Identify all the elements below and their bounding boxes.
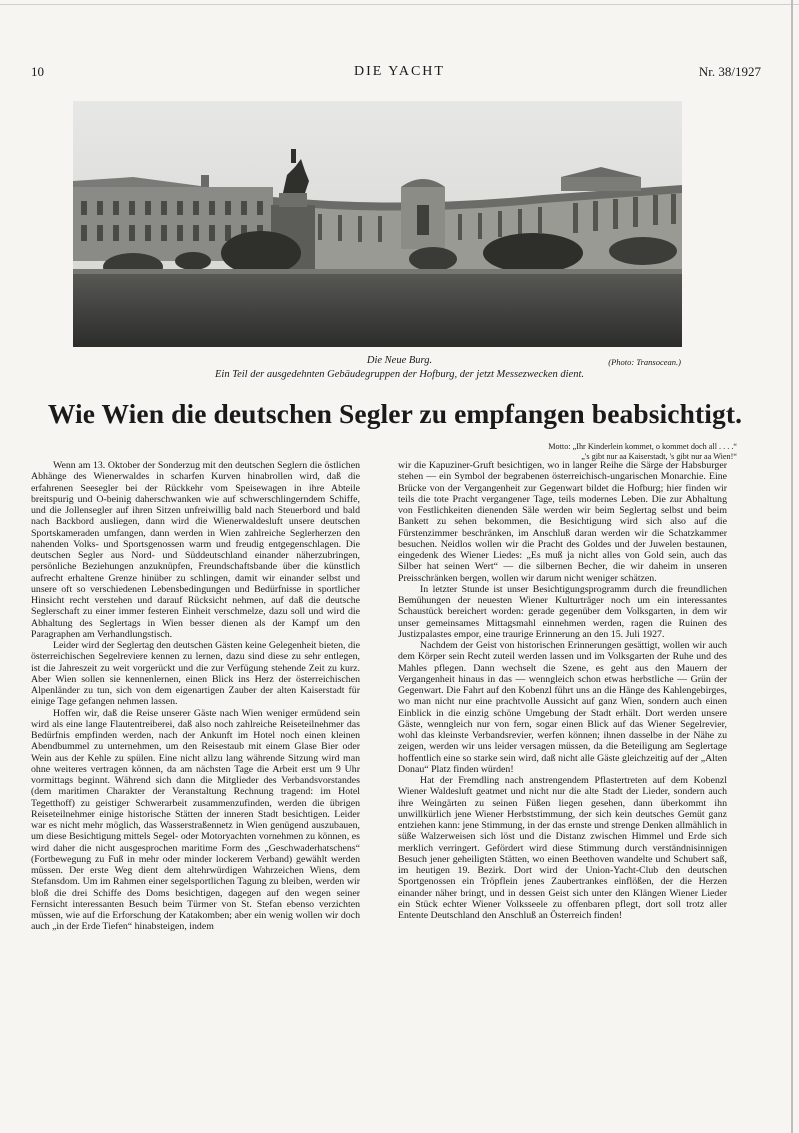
paragraph: In letzter Stunde ist unser Besichtigungsprogramm durch die freundlichen Bemühungen der neuesten Wiener Kulturträger noch um ein interessantes Schaustück bereichert worden: gerade gegenüber dem Volksgarten, in dem wir unser gemeinsames Mittagsmahl einnehmen werden, ragen die Ruinen des Justizpalastes empor, eine traurige Erinnerung an den 15. Juli 1927. (398, 583, 727, 640)
motto-line-1: Motto: „Ihr Kinderlein kommet, o kommet doch all . . . .“ (548, 442, 737, 451)
paragraph: Nachdem der Geist von historischen Erinnerungen gesättigt, wollen wir auch dem Körper sein Recht zuteil werden lassen und im Volksgarten der Ruhe und des Mahles pflegen. Dann wechselt die Szene, es geht aus den Mauern der Vergangenheit hinaus in das — wenngleich schon etwas herbstliche — Grün der Gegenwart. Die Fahrt auf den Kobenzl führt uns an die Hänge des Kahlengebirges, wo man nicht nur eine prachtvolle Aussicht auf ganz Wien, sondern auch einen Einblick in die einzig schöne Umgebung der Stadt erhält. Dort werden unsere Gäste, wenngleich nur von fern, sogar einen Blick auf das Wiener Segelrevier, wohl das kleinste Verbandsrevier, werfen können; ihnen dasselbe in der Nähe zu zeigen, werden wir uns leider versagen müssen, da die Beteiligung am Seglertage hoffentlich eine so starke sein wird, daß nicht alle Gäste gleichzeitig auf der „Alten Donau“ Platz finden würden! (398, 640, 727, 775)
article-column-left (31, 460, 360, 933)
article-title: Wie Wien die deutschen Segler zu empfangen beabsichtigt. (47, 398, 743, 429)
page-edge (791, 0, 793, 1133)
issue-number: Nr. 38/1927 (698, 64, 761, 79)
magazine-title: DIE YACHT (354, 64, 445, 79)
paragraph: Hoffen wir, daß die Reise unserer Gäste nach Wien weniger ermüdend sein wird als eine lange Flautentreiberei, daß also noch zahlreiche Reiseteilnehmer das Bedürfnis empfinden werden, nach der Ankunft im Hotel noch einen kleinen Abendbummel zu unternehmen, um den Reisestaub mit einem Glase Bier oder Wein aus der Kehle zu spülen. Eine nicht allzu lang währende Sitzung wird man ohne weiteres vertragen können, da am nächsten Tage die Arbeit erst um 9 Uhr vormittags beginnt. Während sich dann die Mitglieder des Verbandsvorstandes (dem maritimen Charakter der Veranstaltung Rechnung tragend: im Hotel Tegetthoff) zu geistiger Schwerarbeit zusammenzufinden, werden die übrigen Reiseteilnehmer einige historische Stätten der inneren Stadt besichtigen. Leider war es nicht mehr möglich, das Wasserstraßennetz in Wien genügend auszubauen, um diese Besichtigung mittels Segel- oder Motoryachten vornehmen zu können, es wird daher die nicht ausgesprochen maritime Form des „Geschwaderhatschens“ (Fortbewegung zu Fuß in mehr oder minder lockerem Verband) gewählt werden müssen. Der erste Weg dient dem altehrwürdigen Wahrzeichen Wiens, dem Stefansdom. Um im Rahmen einer segelsportlichen Tagung zu bleiben, werden wir bloß die drei Schiffe des Doms besichtigen, dagegen auf den wegen seiner Fernsicht interessanten Besuch beim Türmer von St. Stefan ebenso verzichten müssen, wie auf die Erforschung der Katakomben; aber ein wenig wollen wir doch auch „in der Erde Tiefen“ hinabsteigen, indem (31, 707, 360, 933)
article-column-right (398, 460, 727, 921)
paragraph: wir die Kapuziner-Gruft besichtigen, wo in langer Reihe die Särge der Habsburger stehen — ein Symbol der begrabenen österreichisch-ungarischen Monarchie. Eine Brücke von der Vergangenheit zur Gegenwart bildet die Hofburg; hier finden wir teils die tote Pracht vergangener Tage, teils modernes Leben. Die zur Abhaltung von Festlichkeiten dienenden Säle werden wir beim Seglertag selbst und beim Bankett zu sehen bekommen, die Besichtigung wird sich also auf die Fürstenzimmer beschränken, im Anschluß daran werden wir die Schatzkammer besuchen. Neidlos wollen wir die Pracht des Goldes und der Juwelen bestaunen, eingedenk des Wiener Liedes: „Es muß ja nicht alles von Gold sein, auch das Silber hat seinen Wert“ — die silbernen Becher, die wir daheim in unseren Preisschränken bergen, wollen wir darum nicht weniger schätzen. (398, 460, 727, 584)
photo-caption: Ein Teil der ausgedehnten Gebäudegruppen der Hofburg, der jetzt Messezwecken dient. (215, 369, 584, 380)
paragraph: Leider wird der Seglertag den deutschen Gästen keine Gelegenheit bieten, die österreichischen Segelreviere kennen zu lernen, dazu sind diese zu sehr entlegen, ist die Jahreszeit zu weit vorgerückt und die zur Verfügung stehende Zeit zu kurz. Aber Wien sollen sie kennenlernen, einen Blick ins Herz der österreichischen Alpenländer zu tun, sich von dem eigenartigen Zauber der alten Kaiserstadt für einige Tage gefangen nehmen lassen. (31, 640, 360, 708)
hofburg-photo-drawing (73, 101, 682, 347)
page-number: 10 (31, 64, 44, 79)
photo-caption-title: Die Neue Burg. (366, 355, 433, 366)
top-edge-rule (0, 4, 799, 5)
motto-line-2: „'s gibt nur aa Kaiserstadt, 's gibt nur aa Wien!“ (581, 452, 737, 461)
paragraph: Hat der Fremdling nach anstrengendem Pflastertreten auf dem Kobenzl Wiener Waldesluft geatmet und nicht nur die alte Stadt der Lieder, sondern auch ihre Weingärten zu seinen Füßen liegen gesehen, dann überkommt ihn unwillkürlich jene Wiener Herbststimmung, der sich kein deutsches Gemüt ganz entziehen kann: jene Stimmung, in der das ernste und strenge Denken allmählich in süße Walzerweisen sich löst und die Distanz zwischen Himmel und Erde sich merklich verringert. Gefördert wird diese Stimmung durch verständnisinnigen Besuch jener geheiligten Stätten, wo einen Beethoven wandelte und Schubert saß, im heutigen 19. Bezirk. Dort wird der Union-Yacht-Club den deutschen Sportgenossen ein Tröpflein jenes Zaubertrankes einflößen, der die Herzen einander näher bringt, und in dessen Geist sich unter den Klängen Wiener Lieder ein Stück echter Wiener Volksseele zu offenbaren pflegt, dort soll trotz aller Entente Deutschland den Anschluß an Österreich finden! (398, 775, 727, 921)
photo-credit: (Photo: Transocean.) (608, 357, 681, 367)
hofburg-photo (73, 101, 682, 347)
paragraph: Wenn am 13. Oktober der Sonderzug mit den deutschen Seglern die östlichen Abhänge des Wienerwaldes in scharfen Kurven hinabrollen wird, daß die erfahrenen Seesegler bei der Rückkehr vom Speisewagen in ihre Abteile breitspurig und O-beinig daherschwanken wie auf schwerschlingerndem Schiffe, und die Jollensegler auf ihren Sitzen unfreiwillig bald nach Steuerbord und bald nach Backbord ausliegen, dann wird die Wienerwaldesluft unsere deutschen Sportskameraden umfangen, dann werden in Wien zahlreiche Seglerherzen den nahenden Volks- und Sportsgenossen warm und freudig entgegenschlagen. Die deutschen Segler aus Nord- und Süddeutschland einander näherzubringen, persönliche Beziehungen anzuknüpfen, Freundschaftsbande über die künstlich aufrecht erhaltene Grenze hinüber zu schlingen, damit wir einander selbst und unsere oft so verschiedenen Lebensbedingungen und Bedürfnisse in sportlicher Hinsicht recht verstehen und darauf Rücksicht nehmen, auf daß die deutsche Seglerschaft zu einer immer festeren Einheit verschmelze, dazu soll und wird die Abhaltung des Seglertags in Wien besser dienen als der Kampf um den Paragraphen am Verhandlungstisch. (31, 460, 360, 640)
